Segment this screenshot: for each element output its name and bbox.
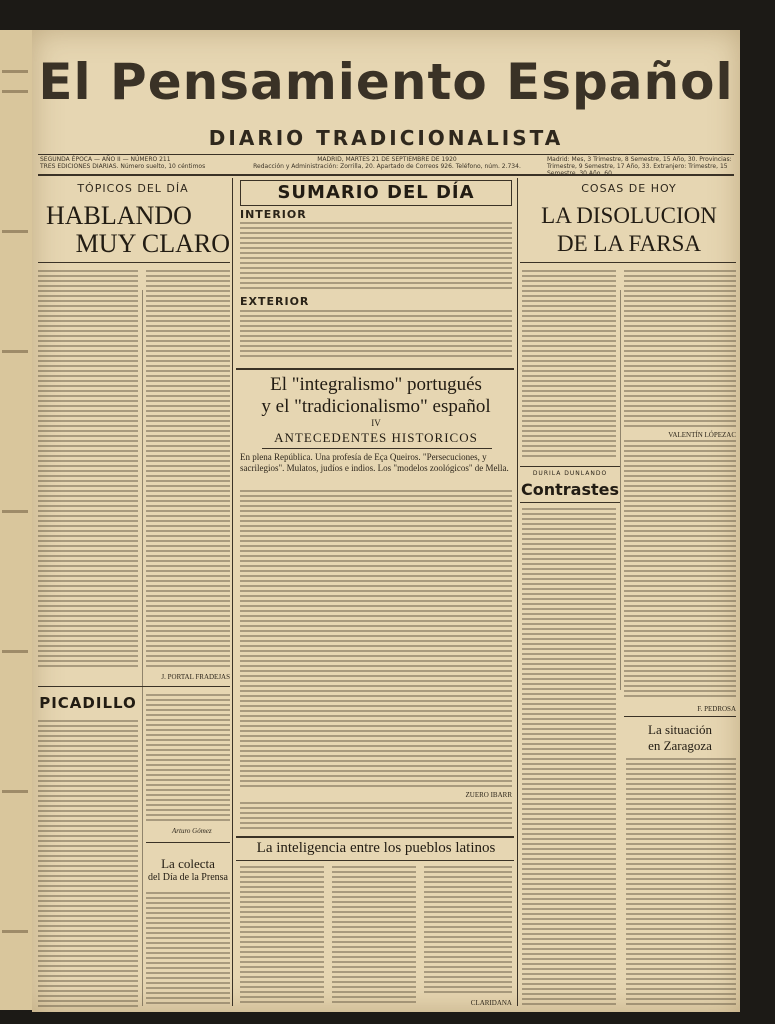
right-article-text-c	[624, 440, 736, 702]
right-headline-2: DE LA FARSA	[557, 231, 701, 256]
sumario-heading: SUMARIO DEL DÍA	[277, 182, 475, 203]
picadillo-heading: PICADILLO	[39, 694, 137, 712]
bottom-article-col2	[332, 866, 416, 1008]
article-roman: IV	[371, 418, 381, 428]
article-subtitle: ANTECEDENTES HISTORICOS	[274, 430, 478, 445]
right-byline: VALENTÍN LÓPEZAC	[668, 431, 736, 439]
masthead-subtitle: DIARIO TRADICIONALISTA	[208, 126, 564, 150]
right-article-text-b	[624, 270, 736, 430]
left-headline-1: HABLANDO	[46, 201, 192, 230]
interior-summary-text	[240, 222, 512, 294]
edition-line: SEGUNDA ÉPOCA — AÑO II — NÚMERO 211	[40, 156, 171, 163]
right-headline-1: LA DISOLUCION	[541, 203, 717, 228]
article-title-2: y el "tradicionalismo" español	[261, 396, 491, 417]
interior-label: INTERIOR	[240, 208, 307, 221]
date-line: MADRID, MARTES 21 DE SEPTIEMBRE DE 1920	[317, 156, 457, 163]
collect-title-1: La colecta	[161, 856, 215, 871]
contrastes-text	[522, 508, 616, 1008]
subscription-info: Madrid: Mes, 3 Trimestre, 8 Semestre, 15 Año, 30. Provincias: Trimestre, 9 Semestre, 17 Año, 33. Extranjero: Trimestre, 15	[547, 156, 732, 170]
contrastes-kicker: DURILA DUNLANDO	[532, 470, 608, 477]
left-byline: J. PORTAL FRADEJAS	[161, 673, 230, 681]
address-line: Redacción y Administración: Zorrilla, 20. Apartado de Correos 926. Teléfono, núm. 2.734.	[253, 163, 521, 170]
contrastes-title: Contrastes	[520, 480, 619, 499]
collect-title-2: del Día de la Prensa	[148, 872, 228, 883]
newspaper-page	[32, 30, 740, 1012]
article-lead: En plena República. Una profesía de Eça Queiros. "Persecuciones, y sacrilegios". Mulatos, judíos e indios. Los "modelos zoológicos" de Mella.	[240, 452, 509, 473]
picadillo-verse	[146, 694, 230, 824]
article-note-text	[240, 802, 512, 832]
collect-text	[146, 892, 230, 1010]
situation-title-2: en Zaragoza	[648, 738, 712, 753]
exterior-label: EXTERIOR	[240, 295, 310, 308]
exterior-summary-text	[240, 310, 512, 364]
left-article-text-b	[146, 270, 230, 670]
right-kicker: COSAS DE HOY	[581, 182, 677, 195]
picadillo-signature: Arturo Gómez	[172, 827, 212, 835]
bottom-article-col1	[240, 866, 324, 1008]
bottom-article-signature: CLARIDANA	[470, 999, 512, 1007]
editions-note: TRES EDICIONES DIARIAS. Número suelto, 10 céntimos	[40, 163, 206, 170]
bottom-article-col3	[424, 866, 512, 998]
right-article-text-a	[522, 270, 616, 460]
article-body-text	[240, 490, 512, 790]
left-article-text-a	[38, 270, 138, 682]
article-title-1: El "integralismo" portugués	[270, 374, 482, 395]
situation-text	[626, 758, 736, 1008]
situation-title-1: La situación	[648, 722, 712, 737]
article-author: ZUERO IBARR	[465, 791, 512, 799]
right-signature: F. PEDROSA	[697, 705, 736, 713]
picadillo-text	[38, 720, 138, 1010]
bottom-article-title: La inteligencia entre los pueblos latinos	[256, 840, 496, 856]
left-headline-2: MUY CLARO	[75, 229, 230, 258]
masthead-title: El Pensamiento Español	[38, 53, 734, 111]
left-kicker: TÓPICOS DEL DÍA	[77, 182, 189, 195]
previous-page-edge	[0, 30, 34, 1010]
